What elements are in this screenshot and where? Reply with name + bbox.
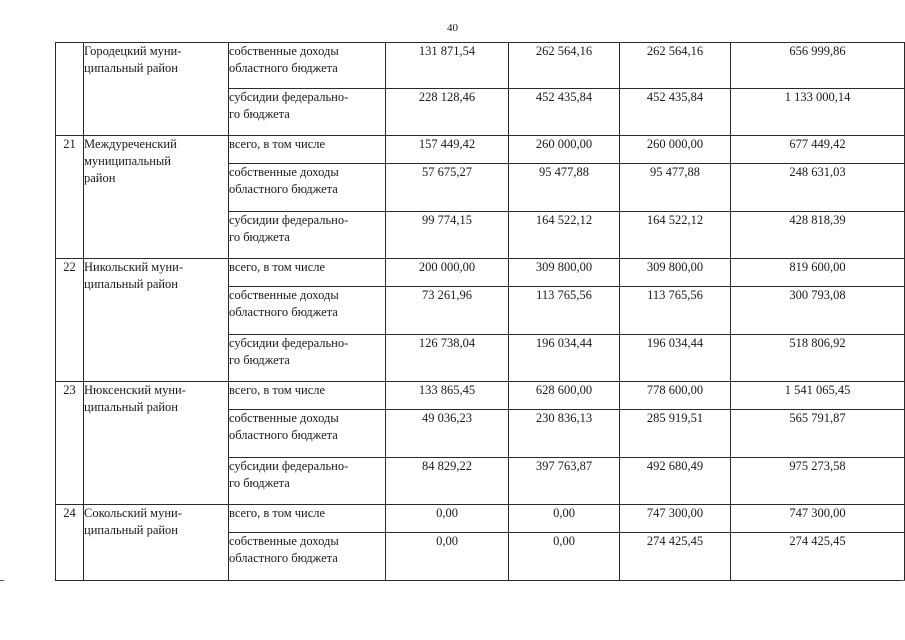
year-value: 73 261,96	[386, 287, 509, 335]
budget-table	[55, 42, 905, 581]
year-value: 133 865,45	[386, 382, 509, 410]
year-value: 113 765,56	[509, 287, 620, 335]
district-name: Сокольский муни- ципальный район	[84, 505, 229, 581]
year-value: 397 763,87	[509, 458, 620, 505]
year-value: 164 522,12	[620, 212, 731, 259]
year-value: 84 829,22	[386, 458, 509, 505]
year-value: 164 522,12	[509, 212, 620, 259]
funding-source: всего, в том числе	[229, 505, 386, 533]
total-value: 1 541 065,45	[731, 382, 905, 410]
year-value: 0,00	[386, 533, 509, 581]
funding-source: субсидии федерально- го бюджета	[229, 89, 386, 136]
year-value: 230 836,13	[509, 410, 620, 458]
page-number: 40	[447, 22, 458, 34]
funding-source: собственные доходы областного бюджета	[229, 164, 386, 212]
total-value: 565 791,87	[731, 410, 905, 458]
year-value: 262 564,16	[620, 43, 731, 89]
year-value: 262 564,16	[509, 43, 620, 89]
row-number: 22	[56, 259, 84, 382]
year-value: 274 425,45	[620, 533, 731, 581]
funding-source: собственные доходы областного бюджета	[229, 410, 386, 458]
total-value: 975 273,58	[731, 458, 905, 505]
year-value: 309 800,00	[620, 259, 731, 287]
total-value: 677 449,42	[731, 136, 905, 164]
total-value: 656 999,86	[731, 43, 905, 89]
year-value: 492 680,49	[620, 458, 731, 505]
total-value: 819 600,00	[731, 259, 905, 287]
table-row	[56, 505, 905, 533]
district-name: Междуреченский муниципальный район	[84, 136, 229, 259]
district-name: Городецкий муни- ципальный район	[84, 43, 229, 136]
year-value: 228 128,46	[386, 89, 509, 136]
total-value: 300 793,08	[731, 287, 905, 335]
funding-source: всего, в том числе	[229, 259, 386, 287]
funding-source: всего, в том числе	[229, 382, 386, 410]
year-value: 260 000,00	[620, 136, 731, 164]
total-value: 1 133 000,14	[731, 89, 905, 136]
year-value: 57 675,27	[386, 164, 509, 212]
year-value: 452 435,84	[620, 89, 731, 136]
year-value: 95 477,88	[509, 164, 620, 212]
total-value: 747 300,00	[731, 505, 905, 533]
row-number: 21	[56, 136, 84, 259]
year-value: 196 034,44	[509, 335, 620, 382]
district-name: Никольский муни- ципальный район	[84, 259, 229, 382]
funding-source: всего, в том числе	[229, 136, 386, 164]
year-value: 131 871,54	[386, 43, 509, 89]
year-value: 126 738,04	[386, 335, 509, 382]
scan-edge-mark	[0, 580, 4, 581]
year-value: 0,00	[509, 533, 620, 581]
funding-source: собственные доходы областного бюджета	[229, 533, 386, 581]
year-value: 778 600,00	[620, 382, 731, 410]
row-number: 24	[56, 505, 84, 581]
year-value: 0,00	[386, 505, 509, 533]
funding-source: собственные доходы областного бюджета	[229, 287, 386, 335]
year-value: 0,00	[509, 505, 620, 533]
table-row	[56, 43, 905, 89]
total-value: 428 818,39	[731, 212, 905, 259]
table-row	[56, 136, 905, 164]
total-value: 248 631,03	[731, 164, 905, 212]
year-value: 628 600,00	[509, 382, 620, 410]
total-value: 274 425,45	[731, 533, 905, 581]
year-value: 747 300,00	[620, 505, 731, 533]
scan-edge-mark	[901, 580, 905, 581]
funding-source: субсидии федерально- го бюджета	[229, 335, 386, 382]
table-body	[56, 43, 905, 581]
total-value: 518 806,92	[731, 335, 905, 382]
funding-source: субсидии федерально- го бюджета	[229, 458, 386, 505]
year-value: 285 919,51	[620, 410, 731, 458]
row-number: 23	[56, 382, 84, 505]
row-number	[56, 43, 84, 136]
year-value: 309 800,00	[509, 259, 620, 287]
year-value: 157 449,42	[386, 136, 509, 164]
year-value: 452 435,84	[509, 89, 620, 136]
year-value: 113 765,56	[620, 287, 731, 335]
year-value: 95 477,88	[620, 164, 731, 212]
year-value: 260 000,00	[509, 136, 620, 164]
table-row	[56, 382, 905, 410]
year-value: 196 034,44	[620, 335, 731, 382]
year-value: 49 036,23	[386, 410, 509, 458]
funding-source: собственные доходы областного бюджета	[229, 43, 386, 89]
table-row	[56, 259, 905, 287]
year-value: 200 000,00	[386, 259, 509, 287]
year-value: 99 774,15	[386, 212, 509, 259]
funding-source: субсидии федерально- го бюджета	[229, 212, 386, 259]
district-name: Нюксенский муни- ципальный район	[84, 382, 229, 505]
